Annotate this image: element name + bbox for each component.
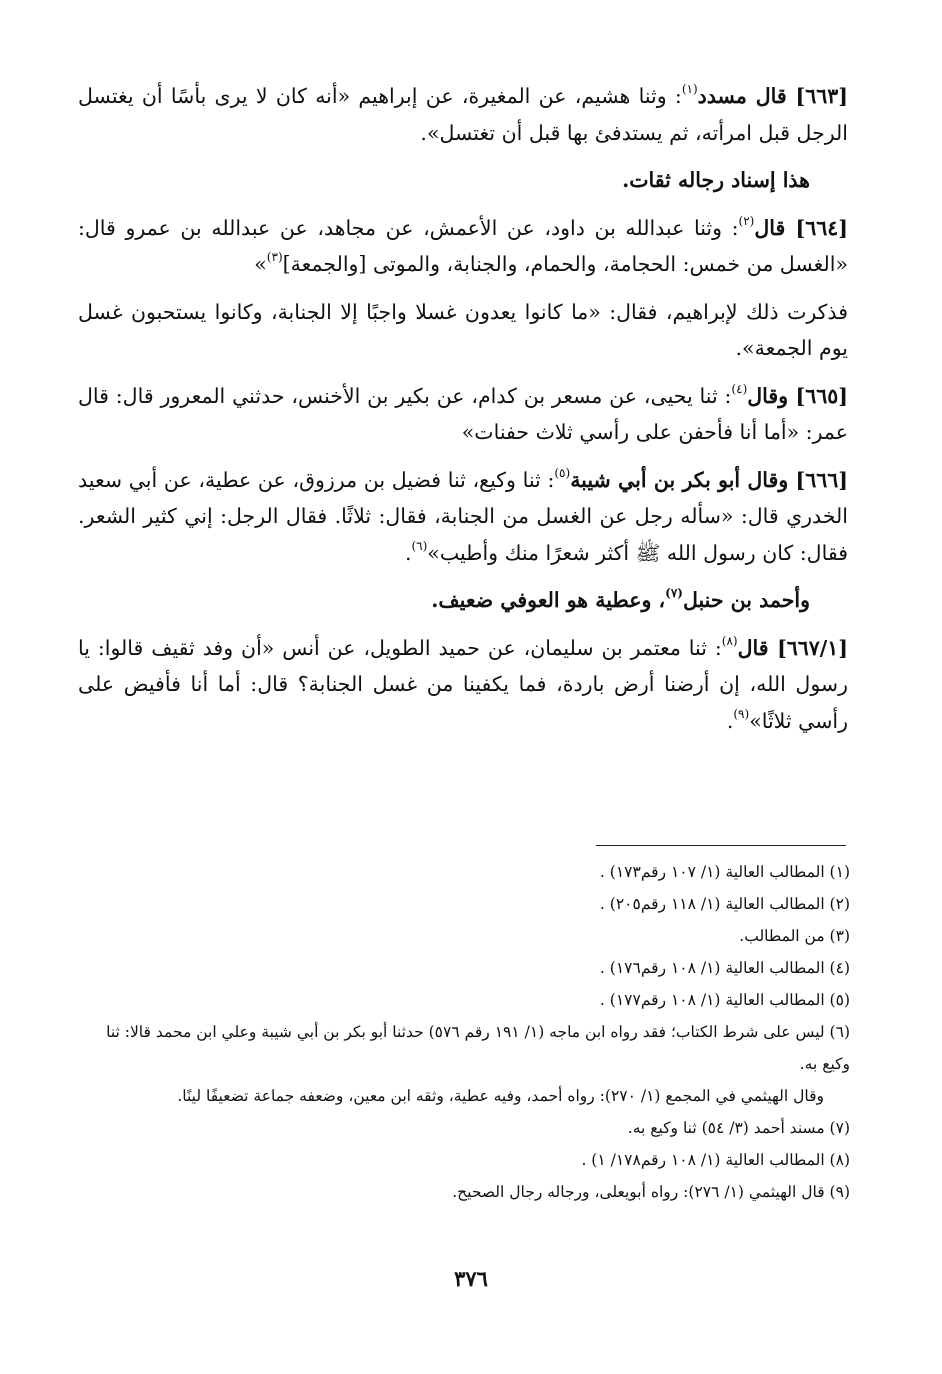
footnote-3: (٣) من المطالب. [739,927,850,945]
footnote-5: (٥) المطالب العالية (١/ ١٠٨ رقم١٧٧) . [599,991,850,1009]
footnote-1: (١) المطالب العالية (١/ ١٠٧ رقم١٧٣) . [599,863,850,881]
page-number: ٣٧٦ [454,1266,488,1291]
paragraph-tail: . [726,708,734,733]
hadith-number: [٦٦٣] قال مسدد [697,84,848,108]
footnote-ref: (١) [681,82,698,97]
footnote-ref: (٤) [731,381,748,396]
footnote-7: (٧) مسند أحمد (٣/ ٥٤) ثنا وكيع به. [627,1119,850,1137]
footnote-ref: (٧) [665,586,683,601]
footnote-8: (٨) المطالب العالية (١/ ١٠٨ رقم١٧٨/ ١) . [581,1151,850,1169]
paragraph-664-comment: فذكرت ذلك لإبراهيم، فقال: «ما كانوا يعدون غسلا واجبًا إلا الجنابة، وكانوا يستحبون غسل يوم الجمعة». [78,299,848,360]
paragraph-665 [78,378,848,451]
footnote-ref: (٦) [411,538,428,553]
paragraph-tail: » [254,252,267,276]
hadith-number: [٦٦٦] وقال أبو بكر بن أبي شيبة [570,467,848,492]
hadith-number: [٦٦٤] قال [754,215,848,240]
paragraph-666 [78,462,848,572]
hadith-number: [٦٦٥] وقال [747,383,848,408]
footnote-4: (٤) المطالب العالية (١/ ١٠٨ رقم١٧٦) . [599,959,850,977]
paragraph-tail: . [404,540,412,565]
paragraph-text: : ثنا وكيع، ثنا فضيل بن مرزوق، عن عطية، عن أبي سعيد الخدري قال: «سأله رجل عن الغسل من الجنابة، فقال: ثلاثًا. فقال الرجل: إني كثير الشعر. فقال: كان رسول الله ﷺ أكثر شعرًا منك وأطيب» [78,467,848,565]
footnotes [78,856,850,1208]
paragraph-663 [78,78,848,151]
paragraph-text: : ثنا معتمر بن سليمان، عن حميد الطويل، عن أنس «أن وفد ثقيف قالوا: يا رسول الله، إن أرضنا أرض باردة، فما يكفينا من غسل الجنابة؟ قال: أما أنا فأفيض على رأسي ثلاثًا» [78,635,848,733]
hadith-number: [٦٦٧/١] قال [737,635,848,660]
paragraph-664 [78,210,848,283]
footnote-6: (٦) ليس على شرط الكتاب؛ فقد رواه ابن ماجه (١/ ١٩١ رقم ٥٧٦) حدثنا أبو بكر بن أبي شيبة وعلي ابن محمد قالا: ثنا وكيع به. [106,1023,850,1073]
footnote-6-continuation: وقال الهيثمي في المجمع (١/ ٢٧٠): رواه أحمد، وفيه عطية، وثقه ابن معين، وضعفه جماعة تضعيفًا لينًا. [177,1087,824,1105]
footnote-ref: (٢) [738,213,755,228]
footnote-ref: (٩) [733,706,750,721]
footnote-ref: (٥) [554,465,571,480]
footnote-2: (٢) المطالب العالية (١/ ١١٨ رقم٢٠٥) . [599,895,850,913]
footnote-divider [596,845,846,846]
isnad-note: هذا إسناد رجاله ثقات. [622,168,810,192]
paragraph-667 [78,630,848,740]
comment-head: وأحمد بن حنبل [682,588,810,612]
main-text [78,78,848,750]
paragraph-text: : وثنا هشيم، عن المغيرة، عن إبراهيم «أنه كان لا يرى بأسًا أن يغتسل الرجل قبل امرأته، ثم يستدفئ بها قبل أن تغتسل». [78,84,848,145]
footnote-ref: (٨) [721,633,738,648]
paragraph-text: : ثنا يحيى، عن مسعر بن كدام، عن بكير بن الأخنس، حدثني المعرور قال: قال عمر: «أما أنا فأحفن على رأسي ثلاث حفنات» [78,383,848,444]
footnote-9: (٩) قال الهيثمي (١/ ٢٧٦): رواه أبويعلى، ورجاله رجال الصحيح. [452,1183,850,1201]
footnote-ref: (٣) [266,250,283,265]
paragraph-text: : وثنا عبدالله بن داود، عن الأعمش، عن مجاهد، عن عبدالله بن عمرو قال: «الغسل من خمس: الحجامة، والحمام، والجنابة، والموتى [والجمعة] [78,215,848,276]
paragraph-666-comment [78,582,848,619]
comment-text: ، وعطية هو العوفي ضعيف. [431,588,666,612]
